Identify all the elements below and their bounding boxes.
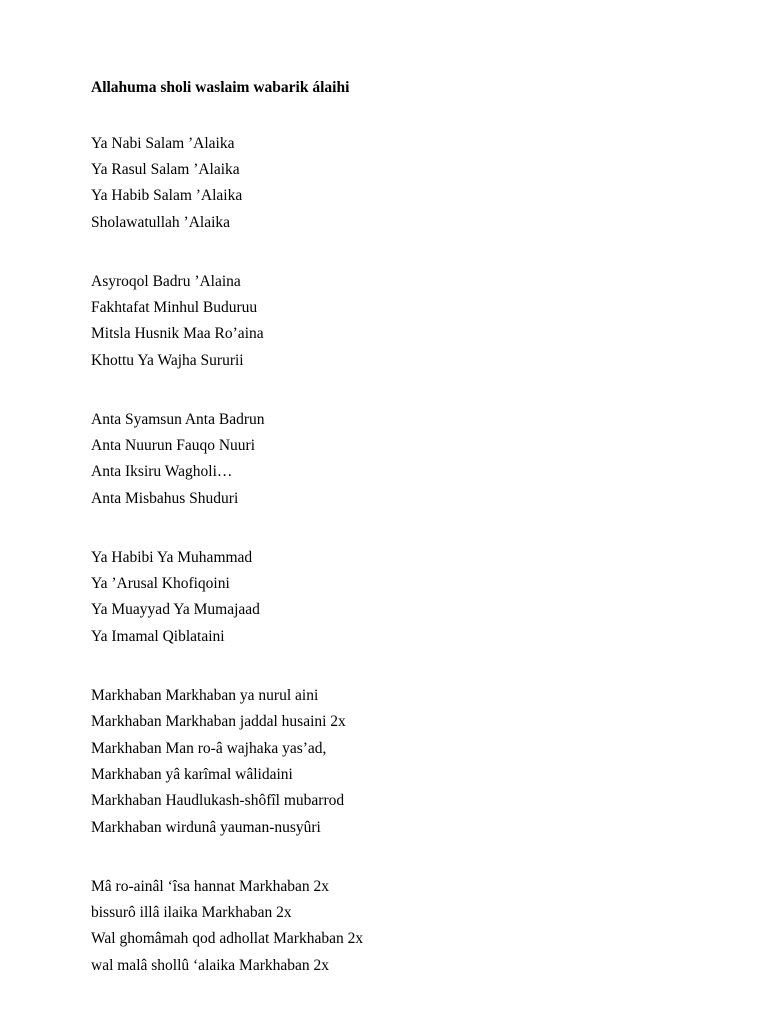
verse-line: Wal ghomâmah qod adhollat Markhaban 2x — [91, 930, 364, 948]
verse-line: Ya Imamal Qiblataini — [91, 627, 225, 645]
verse-line: wal malâ shollû ‘alaika Markhaban 2x — [91, 956, 330, 974]
verse-line: Khottu Ya Wajha Sururii — [91, 351, 244, 369]
stanza-5 — [91, 683, 731, 841]
verse-line: Markhaban wirdunâ yauman-nusyûri — [91, 818, 321, 836]
verse-line: Anta Nuurun Fauqo Nuuri — [91, 437, 256, 455]
verse-line: Ya ’Arusal Khofiqoini — [91, 575, 230, 593]
verse-line: Markhaban yâ karîmal wâlidaini — [91, 765, 293, 783]
verse-line: Ya Rasul Salam ’Alaika — [91, 160, 240, 178]
stanza-3 — [91, 407, 731, 513]
verse-line: Anta Misbahus Shuduri — [91, 489, 239, 507]
verse-line: Fakhtafat Minhul Buduruu — [91, 298, 258, 316]
stanza-4 — [91, 545, 731, 651]
verse-line: Markhaban Haudlukash-shôfîl mubarrod — [91, 792, 345, 810]
stanza-6 — [91, 874, 731, 980]
verse-line: Markhaban Man ro-â wajhaka yas’ad, — [91, 739, 327, 757]
document-title: Allahuma sholi waslaim wabarik álaihi — [91, 79, 350, 96]
verse-line: Ya Nabi Salam ’Alaika — [91, 134, 235, 152]
verse-line: bissurô illâ ilaika Markhaban 2x — [91, 903, 292, 921]
verse-line: Mitsla Husnik Maa Ro’aina — [91, 325, 264, 343]
stanza-2 — [91, 269, 731, 375]
verse-line: Mâ ro-ainâl ‘îsa hannat Markhaban 2x — [91, 877, 330, 895]
verse-line: Anta Iksiru Wagholi… — [91, 463, 233, 481]
verse-line: Markhaban Markhaban jaddal husaini 2x — [91, 713, 346, 731]
stanza-1 — [91, 131, 731, 237]
verse-line: Ya Habib Salam ’Alaika — [91, 187, 243, 205]
verse-line: Anta Syamsun Anta Badrun — [91, 410, 265, 428]
verse-line: Asyroqol Badru ’Alaina — [91, 272, 241, 290]
verse-line: Markhaban Markhaban ya nurul aini — [91, 686, 319, 704]
verse-line: Ya Habibi Ya Muhammad — [91, 548, 253, 566]
verse-line: Sholawatullah ’Alaika — [91, 213, 231, 231]
verse-line: Ya Muayyad Ya Mumajaad — [91, 601, 260, 619]
document-page — [91, 78, 731, 979]
